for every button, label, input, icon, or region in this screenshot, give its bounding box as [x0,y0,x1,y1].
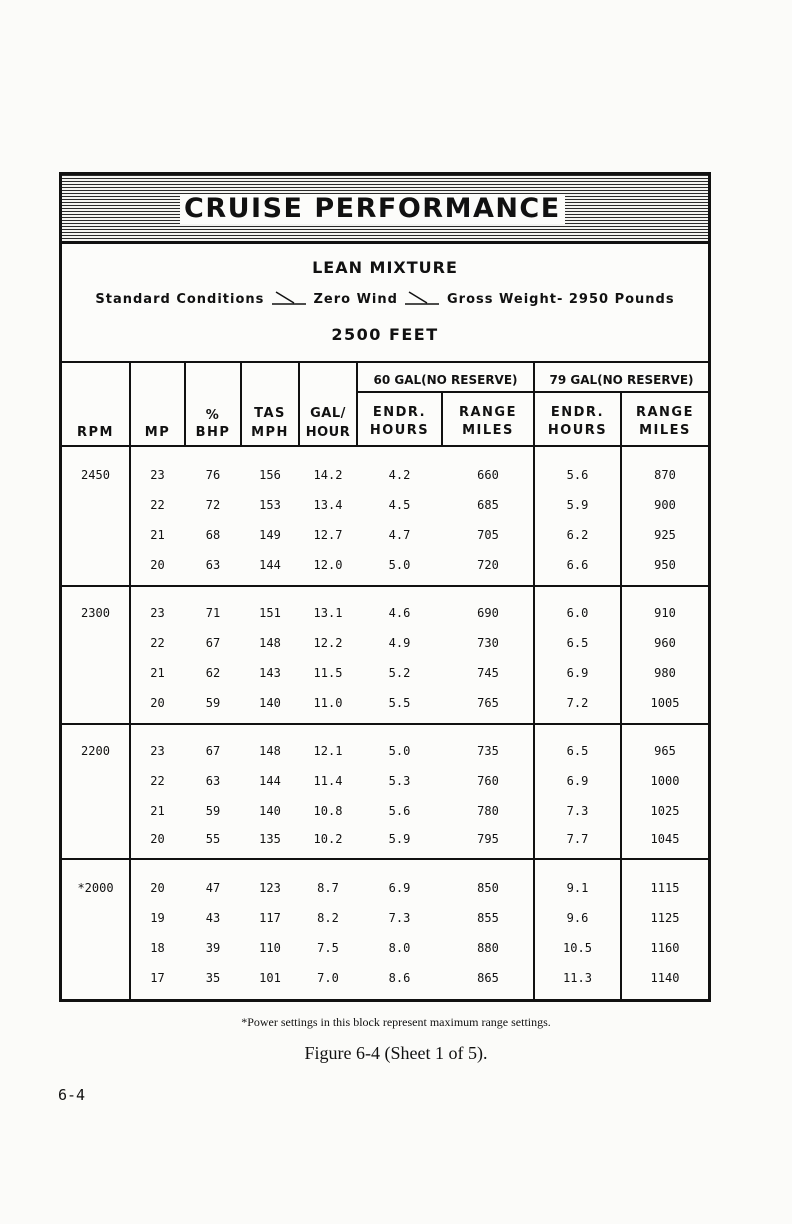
table-cell: 144 [259,774,281,788]
table-cell: 148 [259,636,281,650]
table-cell: 4.7 [388,528,411,542]
table-cell: 7.3 [566,804,589,818]
header-endr-79-bottom: HOURS [547,423,608,438]
header-range-79-top: RANGE [635,405,694,420]
table-cell: 8.0 [388,941,411,955]
table-cell: 101 [259,971,281,985]
table-cell: 5.3 [388,774,411,788]
table-cell: 5.6 [388,804,411,818]
header-endr-60-bottom: HOURS [369,423,430,438]
table-cell: 13.4 [313,498,343,512]
header-gal-bottom: HOUR [305,425,351,440]
header-tas-bottom: MPH [251,425,289,440]
table-cell: 23 [150,606,165,620]
header-range-79-bottom: MILES [639,423,691,438]
header-tas-top: TAS [254,406,286,421]
mixture-label: LEAN MIXTURE [312,258,458,277]
table-cell: 21 [150,528,165,542]
table-cell: 6.9 [566,666,589,680]
table-cell: 144 [259,558,281,572]
table-cell: 72 [205,498,221,512]
table-cell: 900 [654,498,676,512]
table-cell: 730 [477,636,499,650]
table-cell: 20 [150,832,165,846]
table-cell: 63 [205,558,221,572]
table-cell: 123 [259,881,281,895]
block-divider [62,858,708,860]
figure-caption: Figure 6-4 (Sheet 1 of 5). [304,1043,488,1063]
diagonal-mark-icon [272,291,306,305]
header-endr-60-top: ENDR. [372,405,427,420]
table-cell: 6.2 [566,528,589,542]
table-cell: 11.0 [313,696,343,710]
table-cell: 148 [259,744,281,758]
table-cell: 1045 [650,832,680,846]
table-cell: 910 [654,606,676,620]
table-cell: 47 [205,881,221,895]
table-cell: 4.6 [388,606,411,620]
table-cell: 140 [259,696,281,710]
table-cell: 7.2 [566,696,589,710]
table-cell: 8.7 [317,881,339,895]
table-cell: 950 [654,558,676,572]
table-cell: 4.5 [388,498,411,512]
table-cell: 21 [150,666,165,680]
table-cell: 980 [654,666,676,680]
table-cell: 5.6 [566,468,589,482]
table-cell: 685 [477,498,499,512]
table-cell: 745 [477,666,499,680]
table-cell: 1125 [650,911,680,925]
table-cell: 67 [205,744,221,758]
header-rpm: RPM [77,425,114,440]
table-cell: 760 [477,774,499,788]
table-cell: 690 [477,606,499,620]
table-cell: 6.9 [566,774,589,788]
column-rule [533,361,535,999]
conditions-standard: Standard Conditions [95,292,265,307]
header-range-60-bottom: MILES [462,423,514,438]
table-cell: 135 [259,832,281,846]
table-cell: 23 [150,744,165,758]
table-cell: 4.9 [388,636,411,650]
footnote: *Power settings in this block represent maximum range settings. [241,1015,551,1029]
table-cell: 14.2 [313,468,343,482]
table-cell: 20 [150,881,165,895]
header-bottom-rule [62,445,708,447]
conditions-wind: Zero Wind [313,292,398,307]
table-cell: 63 [205,774,221,788]
table-cell: 149 [259,528,281,542]
table-cell: 865 [477,971,499,985]
table-cell: 1025 [650,804,680,818]
table-cell: 8.2 [317,911,339,925]
table-cell: 6.9 [388,881,411,895]
header-range-60-top: RANGE [458,405,517,420]
table-cell: 1005 [650,696,680,710]
table-cell: 21 [150,804,165,818]
table-cell: 20 [150,696,165,710]
table-cell: 17 [150,971,165,985]
table-cell: 7.5 [317,941,339,955]
header-top-rule [62,361,708,363]
table-cell: 1115 [650,881,680,895]
table-cell: 18 [150,941,165,955]
table-cell: 8.6 [388,971,411,985]
table-cell: 35 [205,971,221,985]
table-cell: 22 [150,636,165,650]
table-cell: 5.2 [388,666,411,680]
table-cell: 12.1 [313,744,343,758]
table-cell: 1140 [650,971,680,985]
table-cell: 705 [477,528,499,542]
table-cell: 4.2 [388,468,411,482]
table-cell: 795 [477,832,499,846]
table-cell: 1000 [650,774,680,788]
table-cell: 11.4 [313,774,343,788]
block-divider [62,723,708,725]
cruise-performance-chart [59,172,711,1002]
table-cell: 10.5 [563,941,592,955]
table-cell: 5.5 [388,696,411,710]
table-cell: 10.8 [313,804,343,818]
table-cell: 156 [259,468,281,482]
table-cell: 855 [477,911,499,925]
table-cell: 5.0 [388,558,411,572]
table-cell: 10.2 [313,832,343,846]
table-cell: 11.5 [313,666,343,680]
table-cell: 22 [150,774,165,788]
table-cell: 39 [205,941,221,955]
rpm-cell: 2300 [81,606,110,620]
table-cell: 6.6 [566,558,589,572]
table-cell: 55 [205,832,221,846]
table-cell: 765 [477,696,499,710]
rpm-cell: *2000 [77,881,114,895]
rpm-cell: 2450 [81,468,110,482]
table-cell: 143 [259,666,281,680]
table-cell: 5.9 [566,498,589,512]
table-cell: 153 [259,498,281,512]
table-cell: 12.7 [313,528,343,542]
table-cell: 11.3 [563,971,592,985]
header-bhp-bottom: BHP [195,425,231,440]
table-cell: 5.0 [388,744,411,758]
table-cell: 925 [654,528,676,542]
table-cell: 62 [205,666,221,680]
table-cell: 5.9 [388,832,411,846]
table-cell: 960 [654,636,676,650]
header-endr-79-top: ENDR. [550,405,605,420]
group-divider-rule [356,391,708,393]
table-cell: 720 [477,558,499,572]
table-cell: 76 [205,468,221,482]
table-cell: 22 [150,498,165,512]
table-cell: 735 [477,744,499,758]
table-cell: 43 [205,911,221,925]
title-band [62,175,708,244]
diagonal-mark-icon [405,291,439,305]
table-cell: 140 [259,804,281,818]
table-cell: 870 [654,468,676,482]
table-cell: 965 [654,744,676,758]
header-gal-top: GAL/ [310,406,346,421]
table-cell: 880 [477,941,499,955]
table-cell: 68 [205,528,221,542]
table-cell: 7.0 [317,971,339,985]
table-cell: 19 [150,911,165,925]
conditions-line [62,291,708,307]
header-group-60: 60 GAL(NO RESERVE) [373,373,518,387]
table-cell: 59 [205,696,221,710]
table-cell: 9.6 [566,911,589,925]
table-cell: 780 [477,804,499,818]
table-cell: 151 [259,606,281,620]
header-bhp-top: % [205,408,221,423]
table-cell: 13.1 [313,606,343,620]
table-cell: 12.2 [313,636,343,650]
table-cell: 71 [205,606,221,620]
table-cell: 117 [259,911,281,925]
header-group-79: 79 GAL(NO RESERVE) [549,373,694,387]
table-cell: 23 [150,468,165,482]
table-cell: 20 [150,558,165,572]
table-cell: 9.1 [566,881,589,895]
table-cell: 6.5 [566,744,589,758]
table-cell: 12.0 [313,558,343,572]
table-cell: 660 [477,468,499,482]
column-rule [129,361,131,999]
column-rule [620,391,622,999]
table-cell: 6.0 [566,606,589,620]
table-cell: 7.7 [566,832,589,846]
table-cell: 59 [205,804,221,818]
table-cell: 67 [205,636,221,650]
chart-title: CRUISE PERFORMANCE [180,194,565,224]
table-cell: 850 [477,881,499,895]
header-mp: MP [144,425,171,440]
block-divider [62,585,708,587]
table-cell: 6.5 [566,636,589,650]
rpm-cell: 2200 [81,744,110,758]
conditions-weight: Gross Weight- 2950 Pounds [447,292,675,307]
altitude-label: 2500 FEET [331,325,439,344]
page-number: 6-4 [58,1086,86,1104]
table-cell: 7.3 [388,911,411,925]
table-cell: 110 [259,941,281,955]
table-cell: 1160 [650,941,680,955]
